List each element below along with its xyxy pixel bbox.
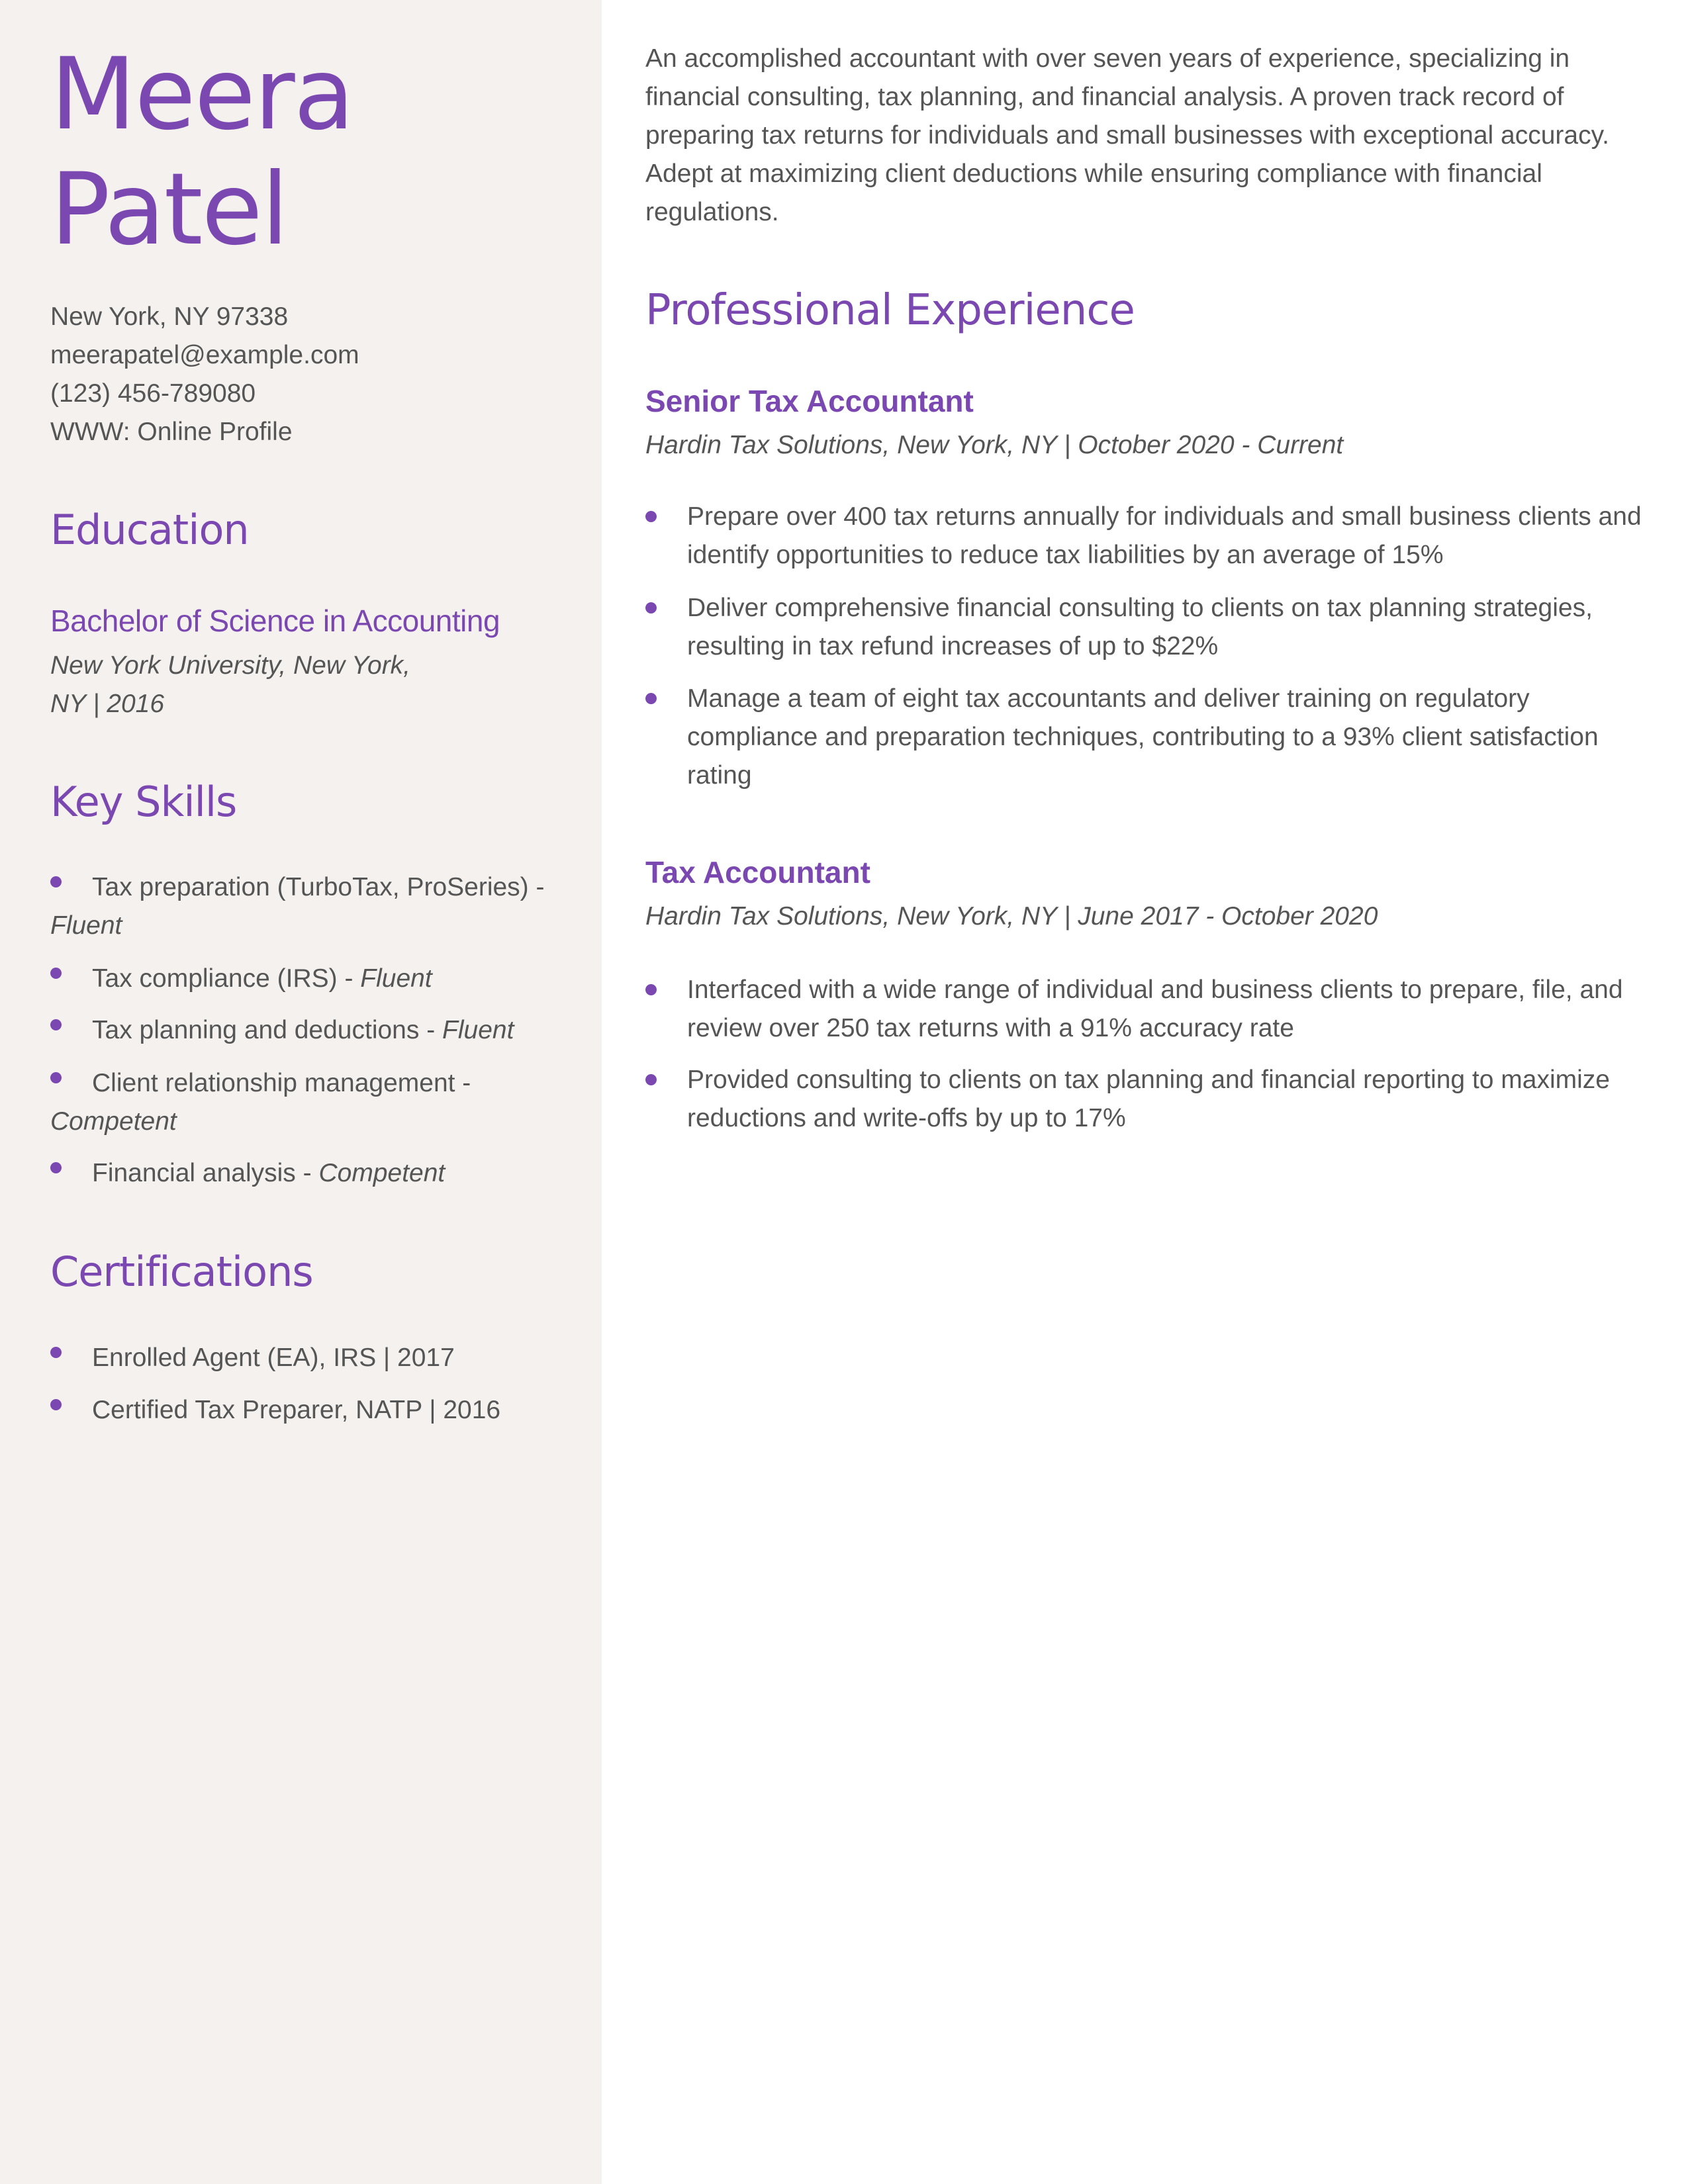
main-content [602,0,1688,2184]
bullet-icon [645,984,657,995]
job-bullet [645,589,1652,666]
contact-email[interactable]: meerapatel@example.com [50,341,359,369]
school-line-1: New York University, New York, [50,651,411,680]
certification-item [50,1339,455,1377]
bullet-icon [50,1019,62,1030]
job-company-dates: Hardin Tax Solutions, New York, NY | October 2020 - Current [645,431,1344,459]
job-bullet [645,498,1652,574]
bullet-icon [50,876,62,887]
contact-phone: (123) 456-789080 [50,379,256,408]
degree-title: Bachelor of Science in Accounting [50,604,500,638]
bullet-text: Prepare over 400 tax returns annually for individuals and small business clients and identify opportunities to reduce tax liabilities by an average of 15% [687,502,1642,569]
skill-level: Competent [318,1159,445,1187]
skill-name: Tax compliance (IRS) - [92,964,361,993]
bullet-icon [645,602,657,614]
job-bullet [645,680,1652,795]
skill-level: Fluent [360,964,432,993]
certifications-heading: Certifications [50,1248,313,1296]
job-bullet [645,1061,1652,1138]
skill-item [50,1011,567,1050]
skill-level: Fluent [442,1016,514,1044]
skill-name: Financial analysis - [92,1159,319,1187]
job-company-dates: Hardin Tax Solutions, New York, NY | June 2017 - October 2020 [645,902,1378,931]
contact-location: New York, NY 97338 [50,302,289,331]
skill-item [50,1154,567,1193]
contact-website[interactable]: WWW: Online Profile [50,418,293,446]
certification-text: Enrolled Agent (EA), IRS | 2017 [92,1343,455,1372]
skill-name: Tax preparation (TurboTax, ProSeries) - [92,873,545,901]
bullet-icon [645,1074,657,1085]
certification-item [50,1391,500,1430]
professional-summary: An accomplished accountant with over seven years of experience, specializing in financial consulting, tax planning, and financial analysis. A proven track record of preparing tax returns for individuals and small businesses with exceptional accuracy. Adept at maximizing client deductions while ensuring compliance with financial regulations. [645,44,1610,226]
bullet-text: Manage a team of eight tax accountants and deliver training on regulatory compliance and preparation techniques, contributing to a 93% client satisfaction rating [687,684,1599,790]
job-bullet [645,971,1652,1048]
skill-item [50,960,567,998]
certification-text: Certified Tax Preparer, NATP | 2016 [92,1396,501,1424]
bullet-text: Deliver comprehensive financial consulting to clients on tax planning strategies, resulting in tax refund increases of up to $22% [687,594,1593,660]
bullet-icon [50,968,62,979]
bullet-icon [50,1399,62,1410]
bullet-icon [50,1072,62,1083]
skill-level: Fluent [50,911,122,940]
bullet-icon [645,511,657,522]
experience-heading: Professional Experience [645,286,1135,335]
sidebar [0,0,602,2184]
skill-name: Tax planning and deductions - [92,1016,443,1044]
first-name: Meera [50,37,353,152]
bullet-text: Provided consulting to clients on tax planning and financial reporting to maximize reductions and write-offs by up to 17% [687,1066,1610,1132]
skills-heading: Key Skills [50,778,237,826]
skill-name: Client relationship management - [92,1069,471,1097]
bullet-icon [50,1162,62,1173]
school-line-2: NY | 2016 [50,690,165,718]
skill-level: Competent [50,1107,177,1136]
skill-item [50,1064,567,1141]
bullet-text: Interfaced with a wide range of individual and business clients to prepare, file, and review over 250 tax returns with a 91% accuracy rate [687,976,1623,1042]
bullet-icon [645,693,657,704]
job-title: Senior Tax Accountant [645,384,974,418]
skill-item [50,868,567,945]
bullet-icon [50,1347,62,1358]
last-name: Patel [50,152,288,267]
education-heading: Education [50,506,249,554]
job-title: Tax Accountant [645,855,870,889]
